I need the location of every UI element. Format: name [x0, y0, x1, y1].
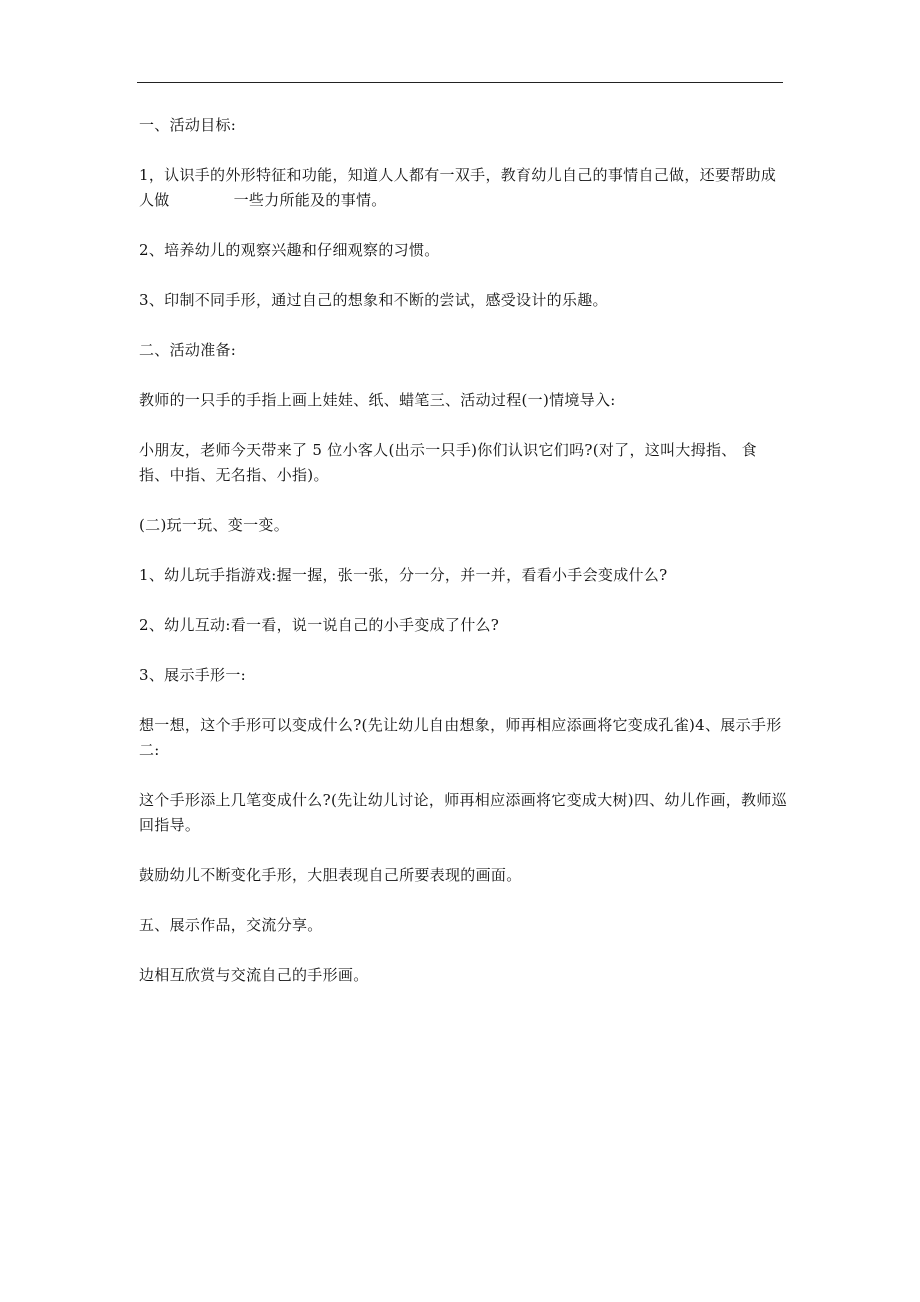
play-step-1: 1、幼儿玩手指游戏:握一握，张一张，分一分，并一并，看看小手会变成什么? [139, 566, 668, 584]
preparation-text: 教师的一只手的手指上画上娃娃、纸、蜡笔三、活动过程(一)情境导入: [139, 391, 616, 409]
encouragement-text: 鼓励幼儿不断变化手形，大胆表现自己所要表现的画面。 [139, 866, 522, 884]
play-step-2: 2、幼儿互动:看一看，说一说自己的小手变成了什么? [139, 616, 500, 634]
intro-paragraph: 小朋友，老师今天带来了 5 位小客人(出示一只手)你们认识它们吗?(对了，这叫大拇指、 食指、中指、无名指、小指)。 [139, 441, 757, 484]
goal-item-1-part-a: 1，认识手的外形特征和功能，知道人人都有一双手，教育幼儿自己的事情自己做，还要帮助成人做 [139, 166, 777, 209]
hand-shape-two-text: 这个手形添上几笔变成什么?(先让幼儿讨论，师再相应添画将它变成大树)四、幼儿作画，教师巡回指导。 [139, 791, 787, 834]
section-heading-showcase: 五、展示作品，交流分享。 [139, 916, 323, 934]
hand-shape-one-text: 想一想，这个手形可以变成什么?(先让幼儿自由想象，师再相应添画将它变成孔雀)4、展示手形二: [139, 716, 782, 759]
goal-item-3: 3、印制不同手形，通过自己的想象和不断的尝试，感受设计的乐趣。 [139, 291, 608, 309]
play-step-3: 3、展示手形一: [139, 666, 246, 684]
subsection-heading-play: (二)玩一玩、变一变。 [139, 516, 290, 534]
goal-item-1-part-b: 一些力所能及的事情。 [233, 191, 387, 209]
header-rule [137, 82, 783, 83]
document-body [139, 113, 787, 1013]
section-heading-goals: 一、活动目标: [139, 116, 237, 134]
goal-item-1 [139, 163, 787, 213]
section-heading-preparation: 二、活动准备: [139, 341, 237, 359]
closing-text: 边相互欣赏与交流自己的手形画。 [139, 966, 369, 984]
goal-item-2: 2、培养幼儿的观察兴趣和仔细观察的习惯。 [139, 241, 440, 259]
